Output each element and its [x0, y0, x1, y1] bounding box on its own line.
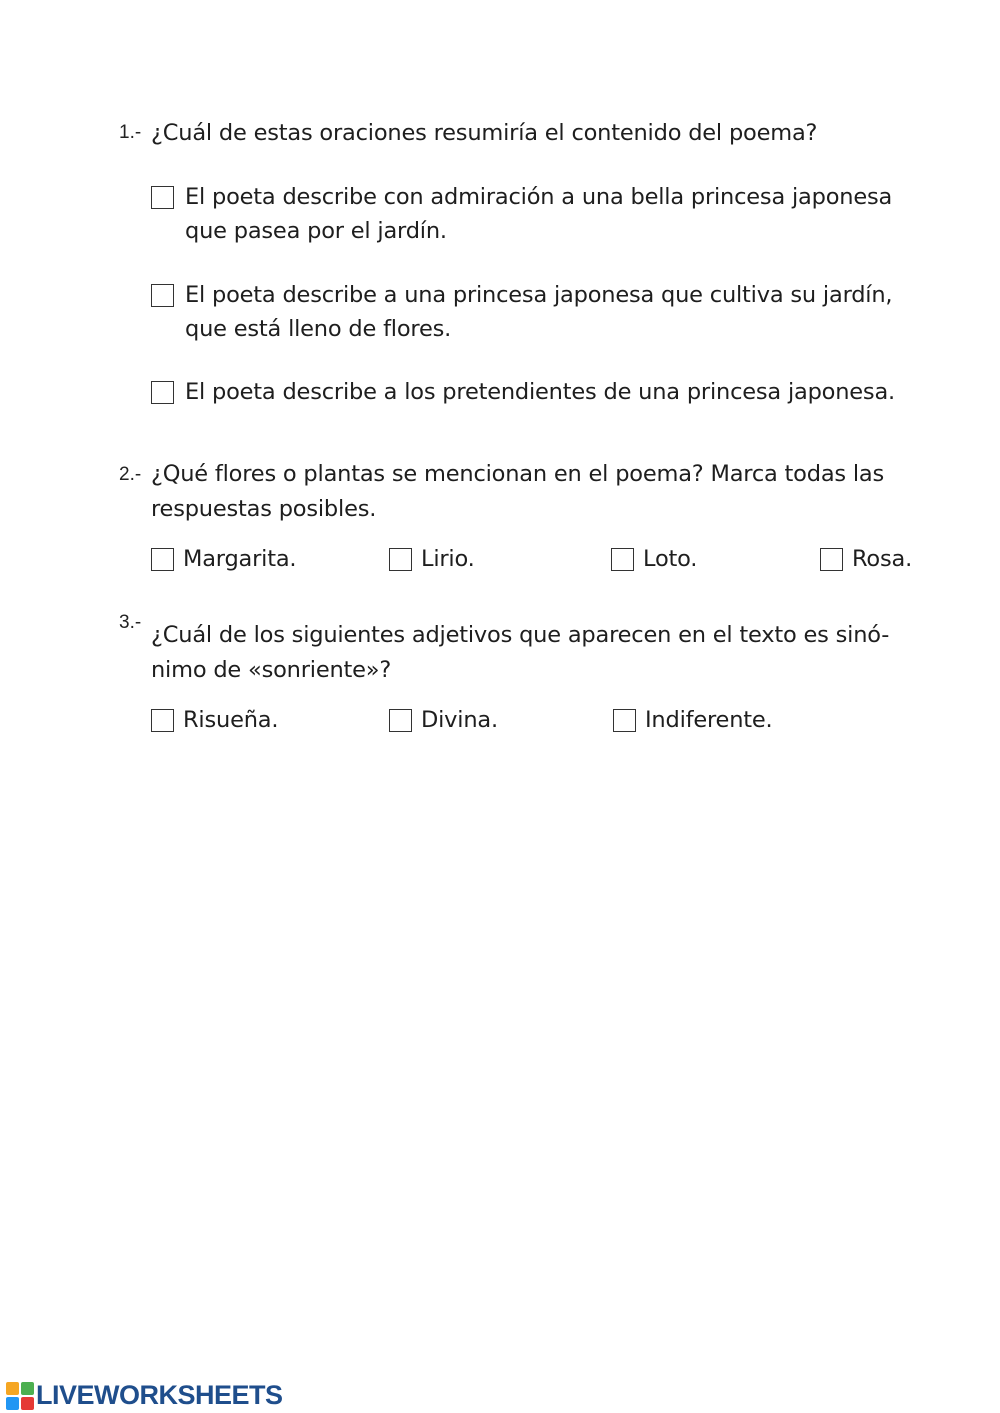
question-3-option-risuena[interactable] — [151, 703, 278, 737]
option-label-line-2: que está lleno de flores. — [185, 316, 452, 342]
question-3-line-1: ¿Cuál de los siguientes adjetivos que aparecen en el texto es sinó- — [151, 622, 890, 648]
checkbox[interactable] — [611, 548, 634, 571]
checkbox[interactable] — [151, 186, 174, 209]
question-3-option-indiferente[interactable] — [613, 703, 772, 737]
option-label: Indiferente. — [645, 707, 773, 733]
logo-square-1 — [6, 1382, 19, 1395]
option-label: Lirio. — [421, 546, 475, 572]
question-2-option-margarita[interactable] — [151, 542, 296, 576]
option-label: Loto. — [643, 546, 698, 572]
logo-text: LIVEWORKSHEETS — [36, 1380, 283, 1410]
option-label: Margarita. — [183, 546, 297, 572]
question-2-number: 2.- — [119, 464, 142, 485]
question-2-option-loto[interactable] — [611, 542, 697, 576]
question-2-line-2: respuestas posibles. — [151, 496, 377, 522]
option-label: Divina. — [421, 707, 498, 733]
option-label-line-2: que pasea por el jardín. — [185, 218, 447, 244]
question-3-option-divina[interactable] — [389, 703, 498, 737]
option-label-line-1: El poeta describe a una princesa japonesa que cultiva su jardín, — [185, 282, 893, 308]
question-1-option-2[interactable] — [151, 278, 892, 346]
checkbox[interactable] — [151, 284, 174, 307]
logo-square-2 — [21, 1382, 34, 1395]
liveworksheets-logo[interactable] — [6, 1380, 283, 1411]
logo-square-3 — [6, 1397, 19, 1410]
question-1-option-3[interactable] — [151, 375, 895, 409]
option-label-line-1: El poeta describe a los pretendientes de una princesa japonesa. — [185, 379, 895, 405]
question-2-option-lirio[interactable] — [389, 542, 475, 576]
checkbox[interactable] — [151, 709, 174, 732]
checkbox[interactable] — [151, 381, 174, 404]
checkbox[interactable] — [389, 548, 412, 571]
question-2-option-rosa[interactable] — [820, 542, 912, 576]
question-1-option-1[interactable] — [151, 180, 892, 248]
question-1-number: 1.- — [119, 122, 142, 143]
question-2-line-1: ¿Qué flores o plantas se mencionan en el poema? Marca todas las — [151, 461, 885, 487]
option-label: Risueña. — [183, 707, 279, 733]
checkbox[interactable] — [389, 709, 412, 732]
checkbox[interactable] — [613, 709, 636, 732]
question-2-text — [151, 457, 884, 527]
logo-square-4 — [21, 1397, 34, 1410]
option-label: Rosa. — [852, 546, 913, 572]
logo-mark-icon — [6, 1382, 34, 1410]
question-3-line-2: nimo de «sonriente»? — [151, 657, 392, 683]
question-1-text: ¿Cuál de estas oraciones resumiría el contenido del poema? — [151, 120, 818, 146]
question-3-text — [151, 618, 889, 688]
option-label-line-1: El poeta describe con admiración a una bella princesa japonesa — [185, 184, 893, 210]
checkbox[interactable] — [820, 548, 843, 571]
question-3-number: 3.- — [119, 612, 142, 633]
checkbox[interactable] — [151, 548, 174, 571]
